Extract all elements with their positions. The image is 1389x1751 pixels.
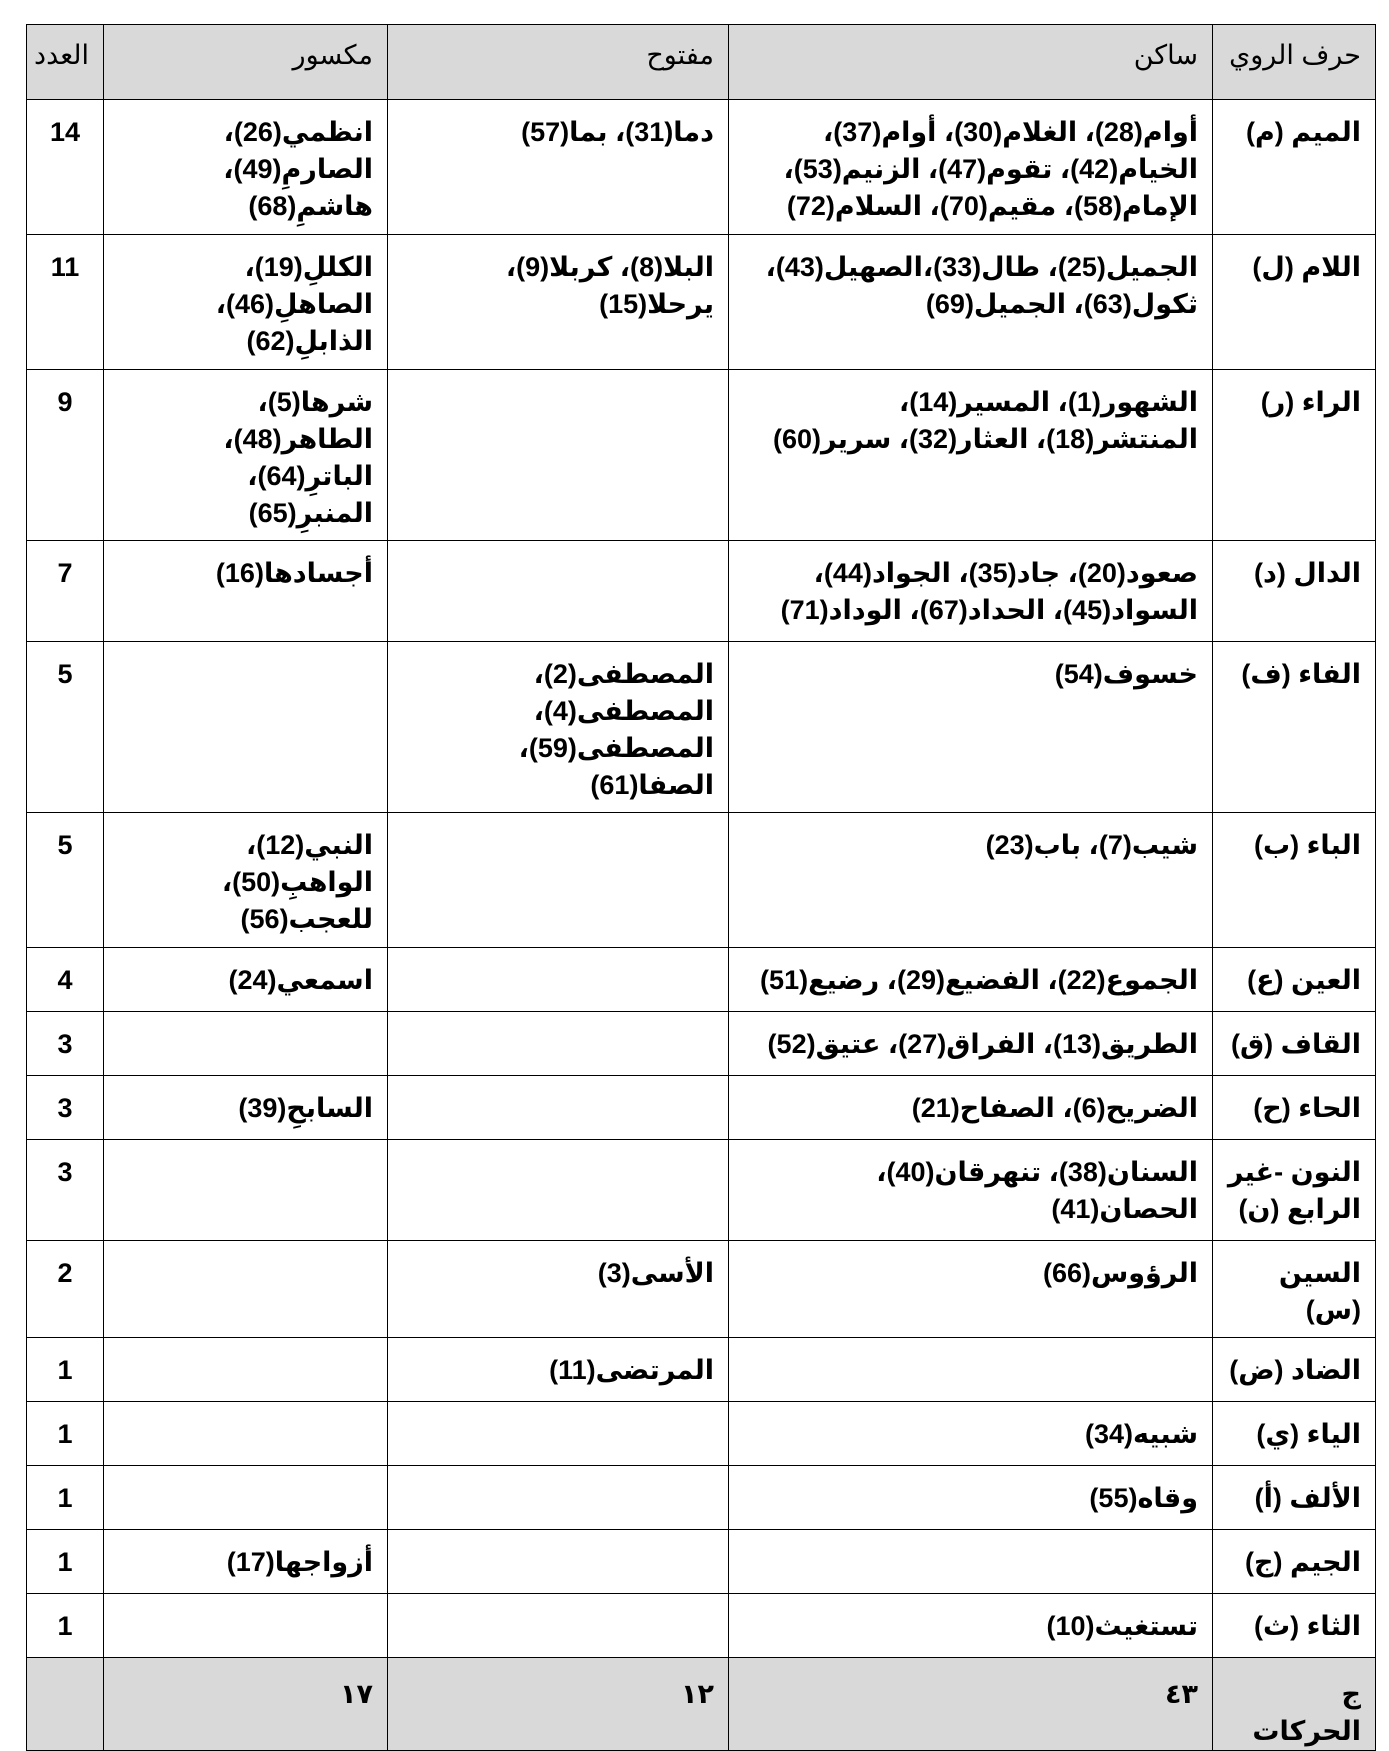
cell-letter: الجيم (ج) <box>1213 1530 1376 1594</box>
cell-sakin: شيب(7)، باب(23) <box>729 813 1213 948</box>
cell-count: 5 <box>27 813 104 948</box>
cell-sakin: الضريح(6)، الصفاح(21) <box>729 1076 1213 1140</box>
cell-letter: العين (ع) <box>1213 948 1376 1012</box>
cell-maftuh <box>388 541 729 642</box>
cell-count: 1 <box>27 1402 104 1466</box>
cell-count: 4 <box>27 948 104 1012</box>
header-sakin: ساكن <box>729 25 1213 100</box>
cell-maftuh <box>388 370 729 541</box>
cell-letter: الفاء (ف) <box>1213 642 1376 813</box>
cell-maksur <box>104 1241 388 1338</box>
cell-count: 1 <box>27 1338 104 1402</box>
cell-letter: اللام (ل) <box>1213 235 1376 370</box>
table-row <box>27 1140 1376 1241</box>
cell-maftuh <box>388 1012 729 1076</box>
cell-maksur: انظمي(26)، الصارمِ(49)، هاشمِ(68) <box>104 100 388 235</box>
cell-letter: الراء (ر) <box>1213 370 1376 541</box>
table-header-row <box>27 25 1376 100</box>
cell-letter: الياء (ي) <box>1213 1402 1376 1466</box>
cell-maftuh: الأسى(3) <box>388 1241 729 1338</box>
cell-maksur <box>104 1140 388 1241</box>
cell-letter: الميم (م) <box>1213 100 1376 235</box>
cell-maksur: أجسادها(16) <box>104 541 388 642</box>
cell-letter: الحاء (ح) <box>1213 1076 1376 1140</box>
cell-maksur: النبي(12)، الواهبِ(50)، للعجب(56) <box>104 813 388 948</box>
table-row <box>27 1338 1376 1402</box>
cell-maksur <box>104 1012 388 1076</box>
totals-sakin: ٤٣ <box>729 1658 1213 1751</box>
cell-count: 1 <box>27 1530 104 1594</box>
table-row <box>27 100 1376 235</box>
cell-sakin: صعود(20)، جاد(35)، الجواد(44)، السواد(45)، الحداد(67)، الوداد(71) <box>729 541 1213 642</box>
cell-maftuh <box>388 1530 729 1594</box>
table-row <box>27 541 1376 642</box>
table-row <box>27 1466 1376 1530</box>
cell-letter: الدال (د) <box>1213 541 1376 642</box>
table-row <box>27 1594 1376 1658</box>
cell-letter: السين (س) <box>1213 1241 1376 1338</box>
cell-maftuh <box>388 1140 729 1241</box>
cell-maksur: الكللِ(19)، الصاهلِ(46)، الذابلِ(62) <box>104 235 388 370</box>
cell-maftuh <box>388 1402 729 1466</box>
cell-count: 3 <box>27 1140 104 1241</box>
cell-letter: الألف (أ) <box>1213 1466 1376 1530</box>
header-maksur: مكسور <box>104 25 388 100</box>
header-maftuh: مفتوح <box>388 25 729 100</box>
table-row <box>27 1241 1376 1338</box>
cell-sakin: الجموع(22)، الفضيع(29)، رضيع(51) <box>729 948 1213 1012</box>
cell-maftuh <box>388 1594 729 1658</box>
cell-count: 9 <box>27 370 104 541</box>
table-row <box>27 948 1376 1012</box>
header-count: العدد <box>27 25 104 100</box>
cell-maksur <box>104 1594 388 1658</box>
cell-sakin <box>729 1530 1213 1594</box>
cell-maftuh: المرتضى(11) <box>388 1338 729 1402</box>
cell-count: 7 <box>27 541 104 642</box>
totals-maksur: ١٧ <box>104 1658 388 1751</box>
cell-sakin: السنان(38)، تنهرقان(40)، الحصان(41) <box>729 1140 1213 1241</box>
cell-maksur <box>104 1338 388 1402</box>
table-row <box>27 813 1376 948</box>
cell-maksur <box>104 1402 388 1466</box>
cell-maksur <box>104 1466 388 1530</box>
cell-count: 2 <box>27 1241 104 1338</box>
header-letter: حرف الروي <box>1213 25 1376 100</box>
cell-count: 14 <box>27 100 104 235</box>
cell-letter: الباء (ب) <box>1213 813 1376 948</box>
cell-maftuh: دما(31)، بما(57) <box>388 100 729 235</box>
cell-maftuh <box>388 813 729 948</box>
cell-letter: القاف (ق) <box>1213 1012 1376 1076</box>
cell-maftuh: البلا(8)، كربلا(9)، يرحلا(15) <box>388 235 729 370</box>
totals-maftuh: ١٢ <box>388 1658 729 1751</box>
cell-maksur: اسمعي(24) <box>104 948 388 1012</box>
table-body <box>27 100 1376 1658</box>
cell-maksur: أزواجها(17) <box>104 1530 388 1594</box>
cell-maksur <box>104 642 388 813</box>
cell-maksur: شرها(5)، الطاهر(48)، الباترِ(64)، المنبرِ(65) <box>104 370 388 541</box>
cell-letter: النون -غير الرابع (ن) <box>1213 1140 1376 1241</box>
cell-letter: الثاء (ث) <box>1213 1594 1376 1658</box>
cell-letter: الضاد (ض) <box>1213 1338 1376 1402</box>
cell-sakin: الجميل(25)، طال(33)،الصهيل(43)، ثكول(63)، الجميل(69) <box>729 235 1213 370</box>
cell-sakin: خسوف(54) <box>729 642 1213 813</box>
cell-count: 11 <box>27 235 104 370</box>
table-row <box>27 1012 1376 1076</box>
cell-maftuh <box>388 1076 729 1140</box>
cell-count: 1 <box>27 1594 104 1658</box>
cell-sakin <box>729 1338 1213 1402</box>
cell-count: 1 <box>27 1466 104 1530</box>
totals-count <box>27 1658 104 1751</box>
totals-row <box>27 1658 1376 1751</box>
cell-maftuh <box>388 1466 729 1530</box>
cell-maftuh: المصطفى(2)، المصطفى(4)، المصطفى(59)، الصفا(61) <box>388 642 729 813</box>
cell-sakin: شبيه(34) <box>729 1402 1213 1466</box>
cell-count: 3 <box>27 1012 104 1076</box>
rawi-letters-table <box>26 24 1376 1751</box>
cell-sakin: الرؤوس(66) <box>729 1241 1213 1338</box>
table-row <box>27 642 1376 813</box>
table-row <box>27 1402 1376 1466</box>
cell-sakin: الشهور(1)، المسير(14)، المنتشر(18)، العثار(32)، سرير(60) <box>729 370 1213 541</box>
cell-sakin: وقاه(55) <box>729 1466 1213 1530</box>
cell-count: 5 <box>27 642 104 813</box>
cell-maftuh <box>388 948 729 1012</box>
totals-label: ج الحركات <box>1213 1658 1376 1751</box>
table-row <box>27 370 1376 541</box>
cell-sakin: تستغيث(10) <box>729 1594 1213 1658</box>
table-row <box>27 1076 1376 1140</box>
table-row <box>27 1530 1376 1594</box>
cell-maksur: السابحِ(39) <box>104 1076 388 1140</box>
cell-count: 3 <box>27 1076 104 1140</box>
cell-sakin: أوام(28)، الغلام(30)، أوام(37)، الخيام(42)، تقوم(47)، الزنيم(53)، الإمام(58)، مقيم(70)، السلام(72) <box>729 100 1213 235</box>
table-row <box>27 235 1376 370</box>
cell-sakin: الطريق(13)، الفراق(27)، عتيق(52) <box>729 1012 1213 1076</box>
